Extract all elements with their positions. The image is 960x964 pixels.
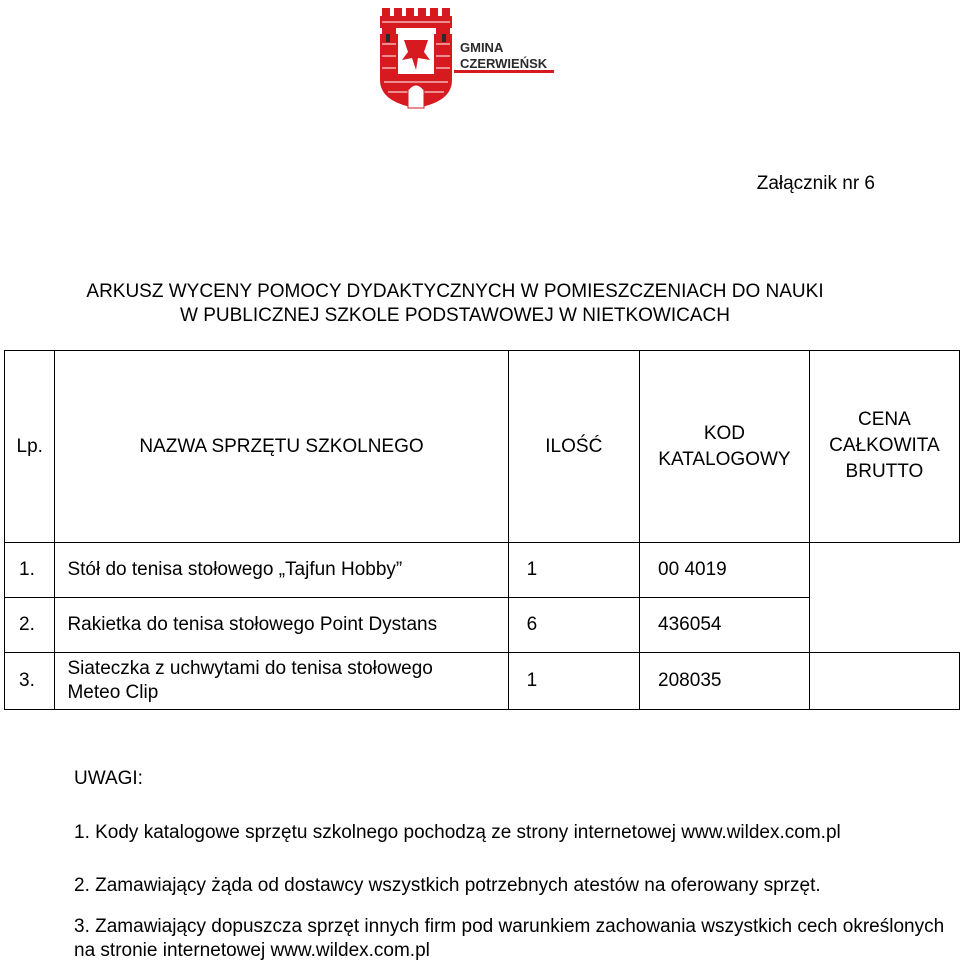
row-qty: 1 — [508, 543, 639, 598]
row-lp: 3. — [5, 653, 55, 710]
table-row — [5, 598, 960, 653]
note-item: 3. Zamawiający dopuszcza sprzęt innych firm pod warunkiem zachowania wszystkich cech określonych na stronie internetowej www.wildex.com.pl — [74, 916, 945, 961]
header-name: NAZWA SPRZĘTU SZKOLNEGO — [55, 351, 508, 543]
header-price — [809, 351, 959, 543]
header-lp: Lp. — [5, 351, 55, 543]
row-name: Rakietka do tenisa stołowego Point Dystans — [55, 598, 508, 653]
row-lp: 2. — [5, 598, 55, 653]
title-line-1: ARKUSZ WYCENY POMOCY DYDAKTYCZNYCH W POMIESZCZENIACH DO NAUKI — [86, 281, 824, 302]
gmina-logo — [374, 4, 564, 112]
header-qty: ILOŚĆ — [508, 351, 639, 543]
table-row — [5, 653, 960, 710]
header-price-line-1: CENA — [858, 409, 911, 430]
row-name: Siateczka z uchwytami do tenisa stołowego Meteo Clip — [55, 653, 508, 710]
header-code-line-1: KOD — [703, 422, 746, 444]
equipment-table — [4, 350, 960, 710]
crest-icon — [380, 8, 452, 108]
row-code: 208035 — [640, 653, 810, 710]
logo-text-czerwiensk: CZERWIEŃSK — [460, 56, 548, 71]
row-price — [809, 598, 959, 653]
document-title — [0, 280, 910, 328]
logo-text-gmina: GMINA — [460, 40, 504, 55]
header-code — [640, 351, 810, 543]
note-item: 1. Kody katalogowe sprzętu szkolnego pochodzą ze strony internetowej www.wildex.com.pl — [74, 822, 841, 843]
row-qty: 6 — [508, 598, 639, 653]
row-price — [809, 653, 959, 710]
header-price-line-2: CAŁKOWITA — [829, 435, 940, 456]
row-qty: 1 — [508, 653, 639, 710]
row-name: Stół do tenisa stołowego „Tajfun Hobby” — [55, 543, 508, 598]
note-item: 2. Zamawiający żąda od dostawcy wszystkich potrzebnych atestów na oferowany sprzęt. — [74, 875, 821, 896]
row-price — [809, 543, 959, 598]
row-lp: 1. — [5, 543, 55, 598]
header-price-line-3: BRUTTO — [845, 461, 924, 482]
table-row — [5, 543, 960, 598]
row-code: 00 4019 — [640, 543, 810, 598]
table-header-row — [5, 351, 960, 543]
row-code: 436054 — [640, 598, 810, 653]
header-code-line-2: KATALOGOWY — [658, 448, 791, 470]
notes-heading: UWAGI: — [74, 768, 143, 789]
title-line-2: W PUBLICZNEJ SZKOLE PODSTAWOWEJ W NIETKOWICACH — [180, 305, 730, 326]
attachment-label: Załącznik nr 6 — [756, 173, 875, 194]
